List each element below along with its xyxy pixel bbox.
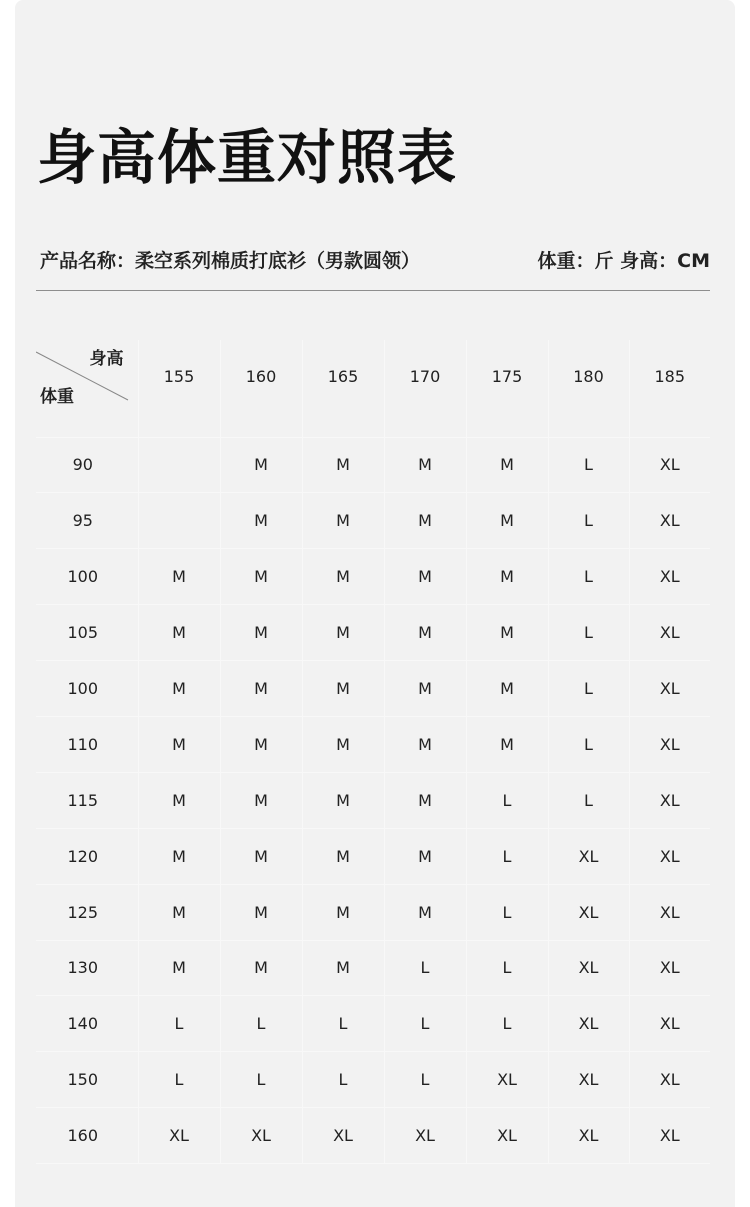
units-label: 体重：斤 身高：CM (537, 250, 710, 272)
size-cell: M (302, 549, 384, 605)
size-cell: XL (629, 605, 710, 661)
size-cell: M (384, 828, 466, 884)
weight-cell: 115 (67, 790, 99, 810)
size-cell: M (220, 605, 302, 661)
weight-cell: 110 (67, 734, 99, 754)
size-cell: M (384, 549, 466, 605)
size-cell: M (302, 828, 384, 884)
size-cell: M (220, 828, 302, 884)
weight-cell: 95 (72, 511, 93, 531)
size-cell: M (302, 716, 384, 772)
height-header-cell: 160 (220, 328, 302, 425)
size-cell: M (466, 716, 548, 772)
size-cell: L (138, 996, 220, 1052)
size-cell: XL (629, 828, 710, 884)
size-cell: M (302, 940, 384, 996)
size-cell: L (548, 493, 629, 549)
size-cell: XL (384, 1108, 466, 1164)
size-cell: M (466, 605, 548, 661)
size-cell: M (220, 549, 302, 605)
size-cell: M (220, 493, 302, 549)
table-row (36, 716, 710, 772)
size-cell: M (384, 661, 466, 717)
size-cell: M (384, 605, 466, 661)
size-cell: L (466, 772, 548, 828)
size-cell: XL (466, 1108, 548, 1164)
size-cell: M (138, 772, 220, 828)
table-row (36, 884, 710, 940)
weight-cell: 130 (67, 958, 99, 978)
table-row (36, 549, 710, 605)
weight-cell: 100 (67, 567, 99, 587)
size-cell: M (466, 549, 548, 605)
size-cell: M (384, 884, 466, 940)
size-cell: M (466, 661, 548, 717)
size-cell: M (302, 772, 384, 828)
size-cell: L (548, 605, 629, 661)
size-cell: M (302, 437, 384, 493)
size-cell: XL (548, 828, 629, 884)
height-header-cell: 155 (138, 328, 220, 425)
weight-cell: 140 (67, 1014, 99, 1034)
table-row (36, 1108, 710, 1164)
size-cell: M (220, 661, 302, 717)
size-cell: L (466, 940, 548, 996)
size-cell: L (548, 661, 629, 717)
size-cell: XL (548, 940, 629, 996)
table-row (36, 493, 710, 549)
size-cell: L (466, 996, 548, 1052)
table-row (36, 1052, 710, 1108)
size-cell: XL (629, 493, 710, 549)
size-cell: L (548, 437, 629, 493)
table-row (36, 437, 710, 493)
size-cell: XL (629, 1108, 710, 1164)
size-cell: L (384, 940, 466, 996)
size-cell: M (302, 493, 384, 549)
size-cell: M (220, 437, 302, 493)
size-cell: XL (629, 716, 710, 772)
size-cell: M (384, 493, 466, 549)
size-cell: XL (138, 1108, 220, 1164)
product-name-label: 产品名称：柔空系列棉质打底衫（男款圆领） (40, 250, 421, 272)
size-cell: XL (220, 1108, 302, 1164)
size-cell: M (302, 884, 384, 940)
weight-cell: 120 (67, 846, 99, 866)
weight-cell: 105 (67, 623, 99, 643)
height-header-cell: 170 (384, 328, 466, 425)
divider (36, 290, 710, 291)
weight-cell: 160 (67, 1126, 99, 1146)
size-cell: M (138, 828, 220, 884)
size-cell: L (548, 549, 629, 605)
size-cell: M (138, 716, 220, 772)
size-table (36, 340, 710, 1164)
size-cell: XL (466, 1052, 548, 1108)
table-row (36, 996, 710, 1052)
size-cell: M (220, 716, 302, 772)
size-cell: L (138, 1052, 220, 1108)
table-row (36, 661, 710, 717)
size-cell: L (302, 1052, 384, 1108)
size-cell: L (220, 1052, 302, 1108)
size-cell: XL (629, 940, 710, 996)
size-cell: L (384, 996, 466, 1052)
size-cell: XL (548, 884, 629, 940)
size-cell: L (466, 828, 548, 884)
size-cell (138, 493, 220, 549)
table-row (36, 772, 710, 828)
size-cell: M (220, 884, 302, 940)
size-cell: XL (629, 549, 710, 605)
weight-cell: 100 (67, 679, 99, 698)
height-header-cell: 185 (629, 328, 710, 425)
size-cell: M (384, 437, 466, 493)
corner-weight-label: 体重 (40, 386, 74, 407)
size-cell: XL (548, 996, 629, 1052)
size-cell: XL (629, 772, 710, 828)
size-cell: M (302, 605, 384, 661)
weight-cell: 90 (72, 455, 93, 475)
size-cell: L (302, 996, 384, 1052)
height-header-cell: 180 (548, 328, 629, 425)
table-row (36, 828, 710, 884)
corner-cell (36, 340, 138, 437)
page-title: 身高体重对照表 (37, 123, 458, 192)
size-cell: M (138, 661, 220, 717)
size-cell: L (548, 772, 629, 828)
size-cell: M (138, 940, 220, 996)
size-cell: XL (302, 1108, 384, 1164)
header-row (36, 340, 710, 437)
size-cell: M (384, 716, 466, 772)
subtitle-row (40, 248, 710, 274)
size-cell: XL (548, 1052, 629, 1108)
weight-cell: 150 (67, 1070, 99, 1090)
weight-cell: 125 (67, 902, 99, 922)
height-header-cell: 175 (466, 328, 548, 425)
size-cell: L (220, 996, 302, 1052)
table-row (36, 605, 710, 661)
size-cell: XL (629, 1052, 710, 1108)
table-body (36, 437, 710, 1164)
size-cell: L (466, 884, 548, 940)
size-cell: XL (629, 661, 710, 717)
table-row (36, 940, 710, 996)
size-cell: XL (629, 884, 710, 940)
size-cell: M (466, 437, 548, 493)
size-cell: L (384, 1052, 466, 1108)
size-cell: M (384, 772, 466, 828)
size-cell: XL (629, 996, 710, 1052)
size-cell: M (466, 493, 548, 549)
height-header-cell: 165 (302, 328, 384, 425)
size-cell: M (138, 884, 220, 940)
size-cell: XL (548, 1108, 629, 1164)
size-cell: M (220, 940, 302, 996)
size-cell: M (220, 772, 302, 828)
size-cell: L (548, 716, 629, 772)
size-cell: M (138, 605, 220, 661)
size-cell: M (302, 661, 384, 717)
size-cell: XL (629, 437, 710, 493)
corner-height-label: 身高 (89, 349, 124, 369)
size-cell: M (138, 549, 220, 605)
size-cell (138, 437, 220, 493)
